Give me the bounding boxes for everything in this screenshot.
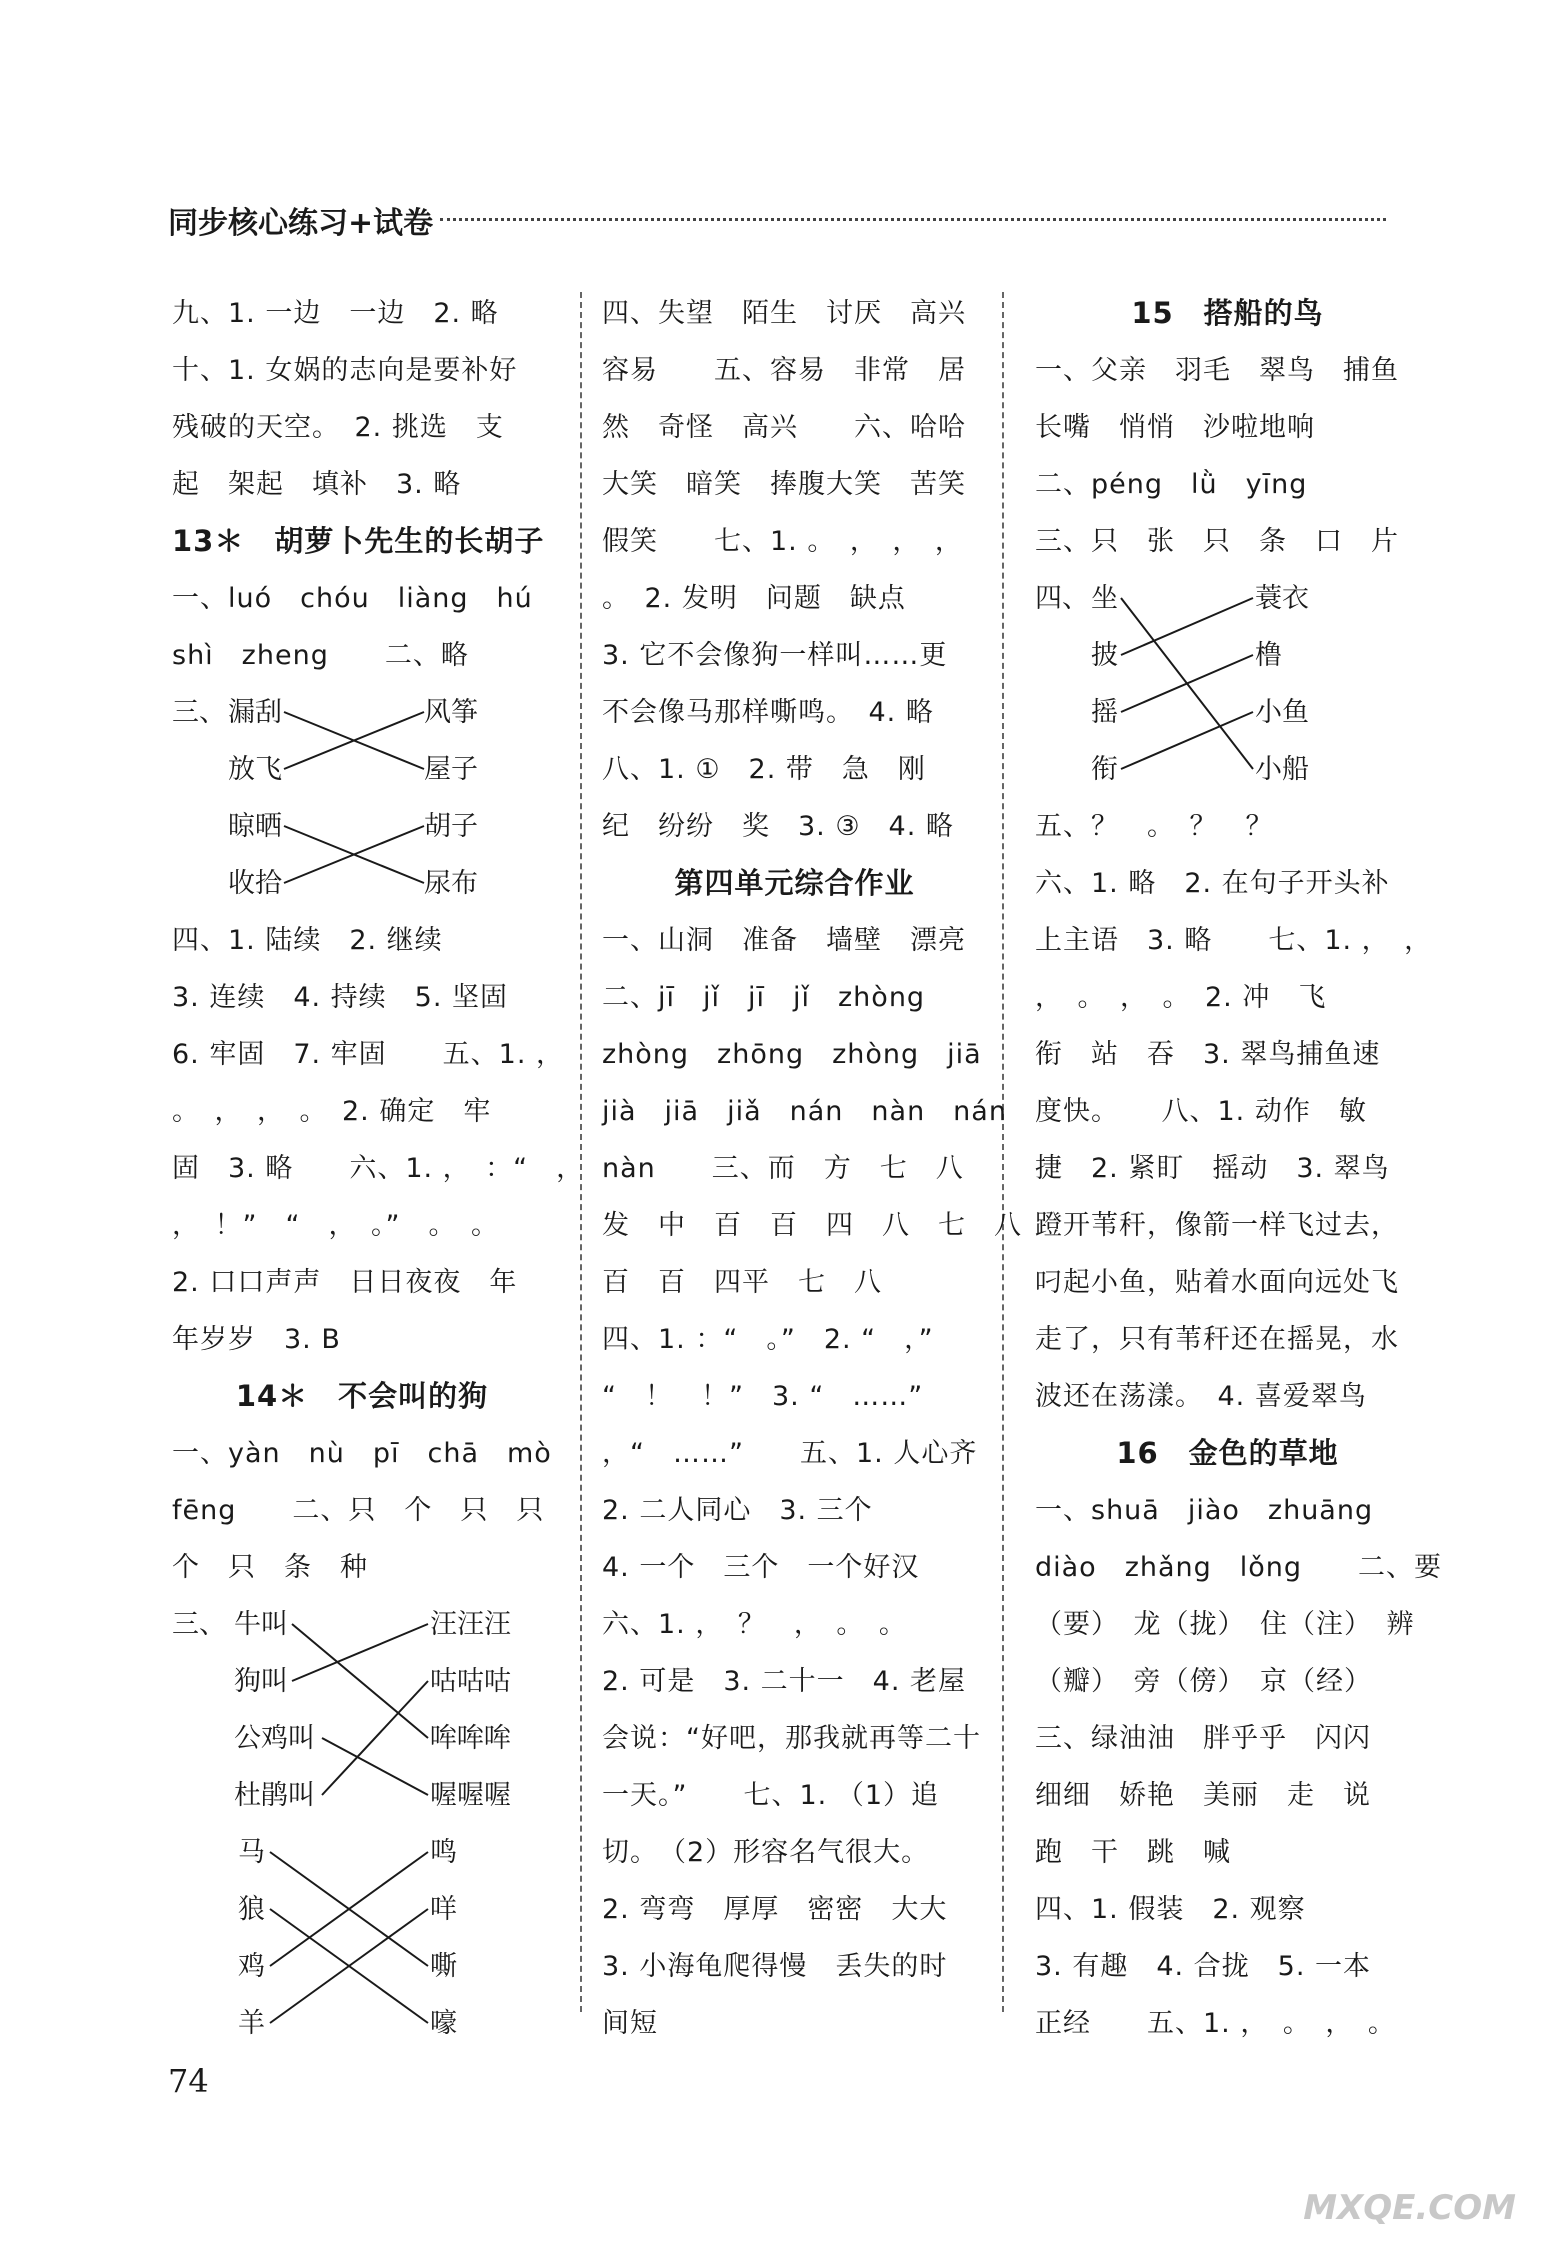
answer-line: 九、1. 一边 一边 2. 略	[172, 298, 499, 329]
answer-line: 发 中 百 百 四 八 七 八	[602, 1210, 1022, 1241]
answer-line: zhòng zhōng zhòng jiā	[602, 1039, 982, 1070]
page-number: 74	[168, 2062, 209, 2100]
answer-line: 三、只 张 只 条 口 片	[1035, 526, 1399, 557]
column-3	[1035, 285, 1443, 2052]
answer-line: 三、绿油油 胖乎乎 闪闪	[1035, 1723, 1371, 1754]
matching-exercise-4	[1035, 570, 1420, 798]
answer-line: 2. 口口声声 日日夜夜 年	[172, 1267, 518, 1298]
answer-line: nàn 三、而 方 七 八	[602, 1153, 964, 1184]
match2-left-3: 公鸡叫	[234, 1723, 315, 1754]
answer-line: ，“ ……” 五、1. 人心齐	[602, 1438, 978, 1469]
column-2	[602, 285, 1022, 2052]
answer-line: 个 只 条 种	[172, 1552, 368, 1583]
answer-line: 四、1. 陆续 2. 继续	[172, 925, 443, 956]
match1-right-4: 尿布	[424, 868, 478, 899]
answer-line: 一、山洞 准备 墙壁 漂亮	[602, 925, 966, 956]
match1-right-1: 风筝	[424, 697, 478, 728]
answer-line: 切。 （2）形容名气很大。	[602, 1837, 930, 1868]
col3-block-a	[1035, 342, 1420, 570]
match4-left-3: 摇	[1091, 697, 1118, 728]
answer-line: 大笑 暗笑 捧腹大笑 苦笑	[602, 469, 966, 500]
col3-block-b	[1035, 798, 1433, 1425]
match4-right-4: 小船	[1255, 754, 1309, 785]
answer-line: 起 架起 填补 3. 略	[172, 469, 462, 500]
col1-block-d	[172, 1425, 552, 1596]
answer-line: 一、yàn nù pī chā mò	[172, 1438, 552, 1469]
answer-line: 四、1. 假装 2. 观察	[1035, 1894, 1306, 1925]
match4-left-2: 披	[1091, 640, 1118, 671]
match4-left-1: 坐	[1091, 583, 1118, 614]
answer-line: 一、shuā jiào zhuāng	[1035, 1495, 1374, 1526]
answer-line: 二、péng lǜ yīng	[1035, 469, 1308, 500]
match3-right-3: 嘶	[430, 1951, 457, 1982]
column-divider-2	[1002, 292, 1004, 2012]
answer-line: 年岁岁 3. B	[172, 1324, 341, 1355]
answer-line: 固 3. 略 六、1. ， ：“ ，	[172, 1153, 585, 1184]
answer-line: ， ！” “ ， 。” 。 。	[172, 1210, 499, 1241]
answer-line: 六、1. ， ？ ， 。 。	[602, 1609, 907, 1640]
answer-line: 3. 连续 4. 持续 5. 坚固	[172, 982, 509, 1013]
answer-line: 四、失望 陌生 讨厌 高兴	[602, 298, 966, 329]
match3-right-4: 嚎	[430, 2008, 457, 2039]
answer-line: 3. 有趣 4. 合拢 5. 一本	[1035, 1951, 1372, 1982]
answer-line: 波还在荡漾。 4. 喜爱翠鸟	[1035, 1381, 1367, 1412]
match1-left-4: 收拾	[228, 868, 282, 899]
col1-block-a	[172, 285, 552, 513]
lesson-13-title: 13＊ 胡萝卜先生的长胡子	[172, 524, 545, 558]
col1-block-c	[172, 912, 585, 1368]
answer-line: 一、luó chóu liàng hú	[172, 583, 533, 614]
col3-block-c	[1035, 1482, 1443, 2052]
lesson-15-title: 15 搭船的鸟	[1131, 296, 1324, 330]
answer-line: 容易 五、容易 非常 居	[602, 355, 966, 386]
match4-right-3: 小鱼	[1255, 697, 1309, 728]
answer-line: jià jiā jiǎ nán nàn nán	[602, 1096, 1007, 1127]
page-header-title: 同步核心练习+试卷	[168, 206, 434, 241]
answer-line: fēng 二、只 个 只 只	[172, 1495, 545, 1526]
answer-line: 2. 弯弯 厚厚 密密 大大	[602, 1894, 948, 1925]
col2-block-a	[602, 285, 987, 855]
col1-block-b	[172, 570, 552, 684]
watermark: MXQE.COM	[1303, 2188, 1516, 2228]
matching-exercise-2	[172, 1596, 552, 1824]
answer-line: 一天。” 七、1. （1）追	[602, 1780, 940, 1811]
match3-left-2: 狼	[238, 1894, 265, 1925]
unit-4-title: 第四单元综合作业	[674, 866, 915, 900]
match2-right-4: 喔喔喔	[430, 1780, 511, 1811]
matching-exercise-3	[172, 1824, 552, 2052]
answer-line: （瓣） 旁（傍） 京（经）	[1035, 1666, 1372, 1697]
answer-line: 2. 二人同心 3. 三个	[602, 1495, 873, 1526]
column-divider-1	[580, 292, 582, 2012]
answer-line: 会说：“好吧，那我就再等二十	[602, 1723, 981, 1754]
answer-line: （要） 龙（拢） 住（注） 辨	[1035, 1609, 1415, 1640]
answer-line: 跑 干 跳 喊	[1035, 1837, 1231, 1868]
match2-left-1: 牛叫	[234, 1609, 288, 1640]
answer-line: 百 百 四平 七 八	[602, 1267, 882, 1298]
match2-prefix: 三、	[172, 1609, 226, 1640]
answer-line: 。 ， ， 。 2. 确定 牢	[172, 1096, 492, 1127]
answer-line: 然 奇怪 高兴 六、哈哈	[602, 412, 966, 443]
column-1	[172, 285, 585, 2052]
answer-line: 长嘴 悄悄 沙啦地响	[1035, 412, 1315, 443]
answer-line: 走了，只有苇秆还在摇晃，水	[1035, 1324, 1399, 1355]
match3-left-1: 马	[238, 1837, 265, 1868]
match2-right-2: 咕咕咕	[430, 1666, 511, 1697]
match2-left-4: 杜鹃叫	[234, 1780, 315, 1811]
answer-line: 衔 站 吞 3. 翠鸟捕鱼速	[1035, 1039, 1381, 1070]
answer-line: 十、1. 女娲的志向是要补好	[172, 355, 518, 386]
answer-line: 五、？ 。 ？ ？	[1035, 811, 1274, 842]
answer-line: 上主语 3. 略 七、1. ， ，	[1035, 925, 1433, 956]
match1-left-3: 晾晒	[228, 811, 282, 842]
match3-right-2: 咩	[430, 1894, 457, 1925]
answer-line: “ ！ ！” 3. “ ……”	[602, 1381, 924, 1412]
lesson-16-title: 16 金色的草地	[1116, 1436, 1339, 1470]
answer-line: 假笑 七、1. 。 ， ， ，	[602, 526, 963, 557]
match1-left-2: 放飞	[228, 754, 282, 785]
answer-line: 度快。 八、1. 动作 敏	[1035, 1096, 1367, 1127]
answer-line: 4. 一个 三个 一个好汉	[602, 1552, 920, 1583]
match2-left-2: 狗叫	[234, 1666, 288, 1697]
answer-line: 3. 小海龟爬得慢 丢失的时	[602, 1951, 948, 1982]
answer-line: 四、1. ：“ 。” 2. “ ，”	[602, 1324, 934, 1355]
answer-line: 2. 可是 3. 二十一 4. 老屋	[602, 1666, 967, 1697]
answer-line: 捷 2. 紧盯 摇动 3. 翠鸟	[1035, 1153, 1390, 1184]
answer-line: shì zheng 二、略	[172, 640, 469, 671]
answer-line: 二、jī jǐ jī jǐ zhòng	[602, 982, 926, 1013]
header-dotted-rule	[440, 218, 1386, 221]
match1-right-2: 屋子	[424, 754, 478, 785]
answer-line: 纪 纷纷 奖 3. ③ 4. 略	[602, 811, 954, 842]
lesson-14-title: 14＊ 不会叫的狗	[235, 1379, 489, 1413]
col2-block-b	[602, 912, 1022, 2052]
answer-line: diào zhǎng lǒng 二、要	[1035, 1552, 1443, 1583]
answer-line: 。 2. 发明 问题 缺点	[602, 583, 906, 614]
match4-right-2: 橹	[1255, 640, 1282, 671]
answer-line: 六、1. 略 2. 在句子开头补	[1035, 868, 1390, 899]
match1-prefix: 三、	[172, 697, 226, 728]
answer-line: 不会像马那样嘶鸣。 4. 略	[602, 697, 934, 728]
answer-line: 蹬开苇秆，像箭一样飞过去，	[1035, 1210, 1399, 1241]
answer-line: 间短	[602, 2008, 658, 2039]
answer-line: 细细 娇艳 美丽 走 说	[1035, 1780, 1371, 1811]
answer-line: 残破的天空。 2. 挑选 支	[172, 412, 504, 443]
match3-right-1: 鸣	[430, 1837, 457, 1868]
match4-left-4: 衔	[1091, 754, 1118, 785]
answer-line: 6. 牢固 7. 牢固 五、1. ，	[172, 1039, 565, 1070]
answer-line: 八、1. ① 2. 带 急 刚	[602, 754, 926, 785]
match2-right-3: 哞哞哞	[430, 1723, 511, 1754]
match1-left-1: 漏刮	[228, 697, 282, 728]
match1-right-3: 胡子	[424, 811, 478, 842]
matching-lines-3	[172, 1824, 552, 2052]
matching-exercise-1	[172, 684, 552, 912]
answer-line: 一、父亲 羽毛 翠鸟 捕鱼	[1035, 355, 1399, 386]
match4-right-1: 蓑衣	[1255, 583, 1309, 614]
answer-line: 叼起小鱼，贴着水面向远处飞	[1035, 1267, 1399, 1298]
answer-line: 3. 它不会像狗一样叫……更	[602, 640, 948, 671]
match3-left-3: 鸡	[238, 1951, 265, 1982]
match3-left-4: 羊	[238, 2008, 265, 2039]
answer-line: ， 。 ， 。 2. 冲 飞	[1035, 982, 1327, 1013]
answer-line: 正经 五、1. ， 。 ， 。	[1035, 2008, 1396, 2039]
match2-right-1: 汪汪汪	[430, 1609, 511, 1640]
match4-prefix: 四、	[1035, 583, 1089, 614]
